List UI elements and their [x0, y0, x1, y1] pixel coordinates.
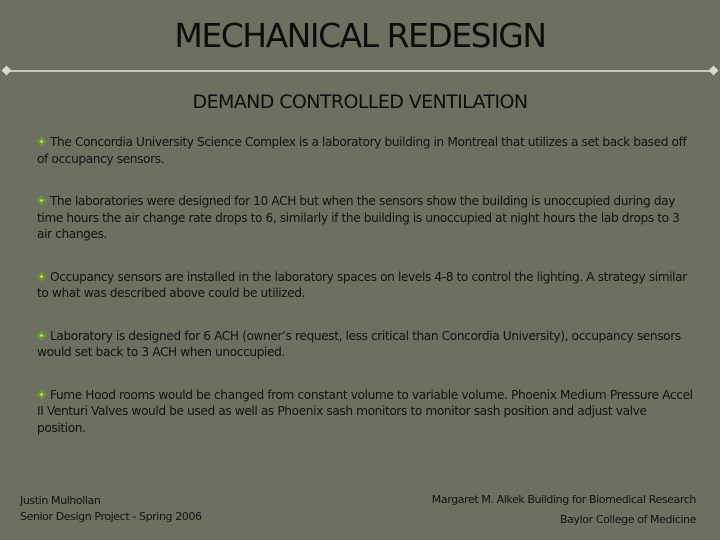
bullet-item [37, 134, 697, 167]
footer-left [20, 493, 202, 524]
bullet-text: Fume Hood rooms would be changed from constant volume to variable volume. Phoenix Medium Pressure Accel II Venturi Valves would be used as well as Phoenix sash monitors to monitor sash position and adjust valve position. [37, 387, 693, 435]
bullet-item [37, 387, 697, 437]
divider-left-diamond-icon [2, 66, 12, 76]
bullet-text: Laboratory is designed for 6 ACH (owner’s request, less critical than Concordia University), occupancy sensors would set back to 3 ACH when unoccupied. [37, 328, 681, 359]
footer-right [432, 493, 696, 526]
footer-building: Margaret M. Alkek Building for Biomedical Research [431, 493, 696, 506]
slide-subtitle: DEMAND CONTROLLED VENTILATION [192, 91, 528, 113]
bullet-item [37, 269, 697, 302]
bullet-text: The laboratories were designed for 10 ACH but when the sensors show the building is unoccupied during day time hours the air change rate drops to 6, similarly if the building is unoccupied at night hours the lab drops to 3 air changes. [37, 194, 680, 241]
divider-right-diamond-icon [709, 66, 719, 76]
bullet-text: The Concordia University Science Complex is a laboratory building in Montreal that utilizes a set back based off of occupancy sensors. [37, 135, 687, 166]
clover-diamond-icon [37, 331, 46, 340]
footer-course: Senior Design Project - Spring 2006 [20, 509, 202, 523]
title-divider [6, 70, 714, 72]
footer-author: Justin Mulhollan [20, 494, 101, 507]
clover-diamond-icon [37, 196, 46, 205]
footer-institution: Baylor College of Medicine [560, 513, 696, 526]
bullet-text: Occupancy sensors are installed in the laboratory spaces on levels 4-8 to control the lighting. A strategy similar to what was described above could be utilized. [37, 269, 687, 300]
slide-title: MECHANICAL REDESIGN [174, 16, 546, 55]
clover-diamond-icon [37, 390, 46, 399]
bullet-item [37, 193, 697, 243]
bullet-list [37, 134, 697, 436]
clover-diamond-icon [37, 272, 46, 281]
clover-diamond-icon [37, 137, 46, 146]
bullet-item [37, 328, 697, 361]
